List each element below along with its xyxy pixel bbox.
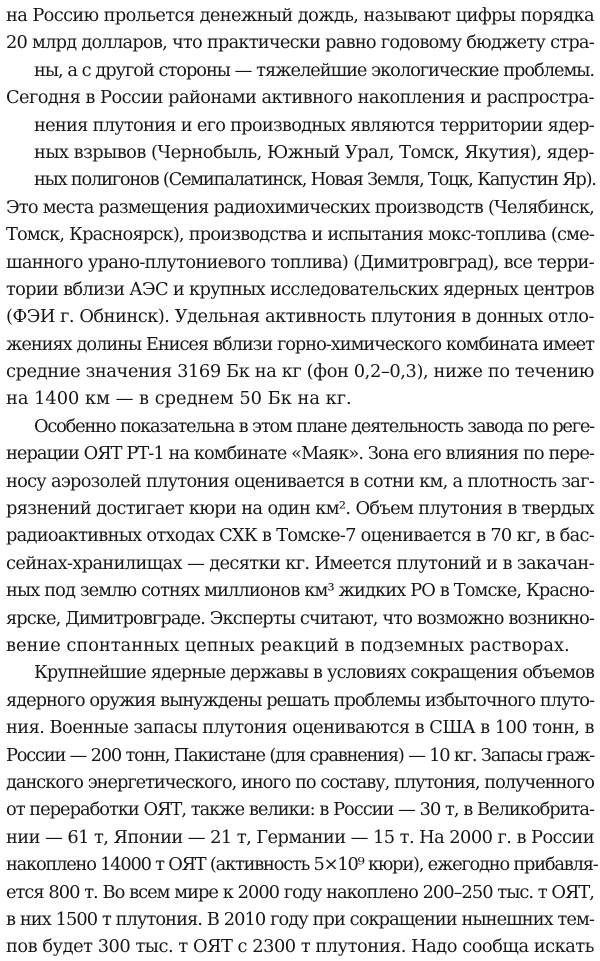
text-line: на 1400 км — в среднем 50 Бк на кг. xyxy=(6,388,352,410)
text-line: Сегодня в России районами активного накопления и распростра- xyxy=(6,87,594,109)
text-line: ны, а с другой стороны — тяжелейшие экологические проблемы. xyxy=(34,59,594,81)
text-line: Томск, Красноярск), производства и испытания мокс-топлива (сме- xyxy=(6,224,594,246)
text-line: Это места размещения радиохимических производств (Челябинск, xyxy=(6,196,594,218)
paragraph xyxy=(6,2,594,413)
paragraph xyxy=(6,413,594,660)
text-line: Крупнейшие ядерные державы в условиях сокращения объемов xyxy=(34,662,594,684)
text-line: сейнах-хранилищах — десятки кг. Имеется плутоний и в закачан- xyxy=(6,552,594,574)
text-line: накоплено 14000 т ОЯТ (активность 5×10⁹ кюри), ежегодно прибавля- xyxy=(6,854,598,876)
text-line: средние значения 3169 Бк на кг (фон 0,2–0,3), ниже по течению xyxy=(6,361,594,383)
text-line: от переработки ОЯТ, также велики: в России — 30 т, в Великобрита- xyxy=(6,799,594,821)
text-line: носу аэрозолей плутония оценивается в сотни км, а плотность заг- xyxy=(6,470,594,492)
text-line: ных полигонов (Семипалатинск, Новая Земля, Тоцк, Капустин Яр). xyxy=(34,169,596,191)
text-line: шанного урано-плутониевого топлива) (Димитровград), все терри- xyxy=(6,251,594,273)
text-line: данского энергетического, иного по составу, плутония, полученного xyxy=(6,771,594,793)
text-line: ных под землю сотнях миллионов км³ жидких РО в Томске, Красно- xyxy=(6,580,594,602)
text-line: нения плутония и его производных являются территории ядер- xyxy=(34,114,594,136)
text-line: ния. Военные запасы плутония оцениваются в США в 100 тонн, в xyxy=(6,717,594,739)
text-line: рязнений достигает кюри на один км². Объем плутония в твердых xyxy=(6,498,594,520)
text-line: тории вблизи АЭС и крупных исследовательских ядерных центров xyxy=(6,278,594,300)
text-line: нерации ОЯТ РТ-1 на комбинате «Маяк». Зона его влияния по пере- xyxy=(6,443,594,465)
text-line: на Россию прольется денежный дождь, называют цифры порядка xyxy=(6,5,594,26)
text-line: вение спонтанных цепных реакций в подземных растворах. xyxy=(6,634,570,656)
text-line: пов будет 300 тыс. т ОЯТ с 2300 т плутония. Надо сообща искать xyxy=(6,936,594,958)
text-line: 20 млрд долларов, что практически равно годовому бюджету стра- xyxy=(6,32,594,54)
text-line: ярске, Димитровграде. Эксперты считают, что возможно возникно- xyxy=(6,607,594,629)
text-line: ных взрывов (Чернобыль, Южный Урал, Томск, Якутия), ядер- xyxy=(34,141,594,163)
text-line: нии — 61 т, Японии — 21 т, Германии — 15 т. На 2000 г. в России xyxy=(6,826,594,848)
text-line: ядерного оружия вынуждены решать проблемы избыточного плуто- xyxy=(6,689,594,711)
paragraph xyxy=(6,659,598,960)
text-line: радиоактивных отходах СХК в Томске-7 оценивается в 70 кг, в бас- xyxy=(6,525,594,547)
document-page xyxy=(6,2,598,958)
text-line: России — 200 тонн, Пакистане (для сравнения) — 10 кг. Запасы граж- xyxy=(6,744,594,766)
text-line: в них 1500 т плутония. В 2010 году при сокращении нынешних тем- xyxy=(6,908,594,930)
text-line: (ФЭИ г. Обнинск). Удельная активность плутония в донных отло- xyxy=(6,306,594,328)
text-line: Особенно показательна в этом плане деятельность завода по реге- xyxy=(34,415,594,437)
text-line: ется 800 т. Во всем мире к 2000 году накоплено 200–250 тыс. т ОЯТ, xyxy=(6,881,594,903)
text-line: жениях долины Енисея вблизи горно-химического комбината имеет xyxy=(6,333,594,355)
